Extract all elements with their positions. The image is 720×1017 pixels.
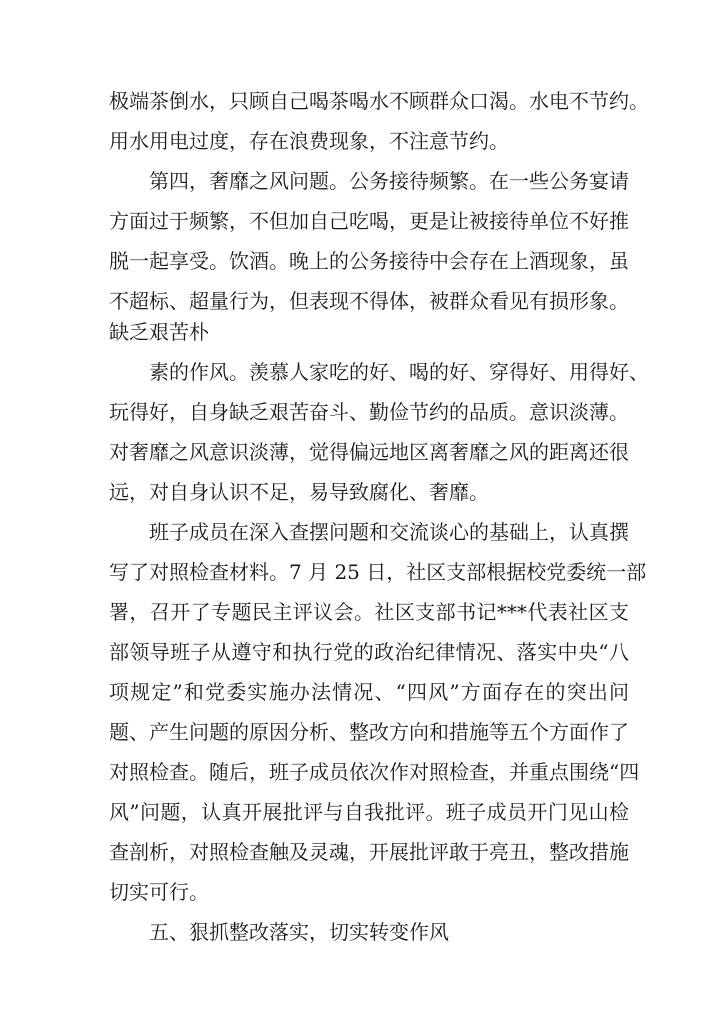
text-line: 查剖析，对照检查触及灵魂，开展批评敢于亮丑，整改措施 — [109, 840, 629, 864]
text-line: 素的作风。羡慕人家吃的好、喝的好、穿得好、用得好、 — [149, 360, 649, 384]
text-line: 题、产生问题的原因分析、整改方向和措施等五个方面作了 — [109, 720, 629, 744]
text-line: 风”问题，认真开展批评与自我批评。班子成员开门见山检 — [109, 800, 629, 824]
text-line: 极端茶倒水，只顾自己喝茶喝水不顾群众口渴。水电不节约。 — [109, 89, 649, 113]
text-line: 署，召开了专题民主评议会。社区支部书记***代表社区支 — [109, 600, 629, 624]
text-line: 对照检查。随后，班子成员依次作对照检查，并重点围绕“四 — [109, 760, 640, 784]
text-line: 脱一起享受。饮酒。晚上的公务接待中会存在上酒现象，虽 — [109, 249, 629, 273]
text-line: 玩得好，自身缺乏艰苦奋斗、勤俭节约的品质。意识淡薄。 — [109, 400, 629, 424]
text-line: 第四，奢靡之风问题。公务接待频繁。在一些公务宴请 — [149, 169, 629, 193]
text-line: 切实可行。 — [109, 880, 209, 904]
text-line: 用水用电过度，存在浪费现象，不注意节约。 — [109, 129, 509, 153]
text-line: 班子成员在深入查摆问题和交流谈心的基础上，认真撰 — [149, 520, 629, 544]
section-heading: 五、狠抓整改落实，切实转变作风 — [149, 920, 449, 944]
text-line: 写了对照检查材料。7 月 25 日，社区支部根据校党委统一部 — [109, 560, 647, 584]
text-line: 缺乏艰苦朴 — [109, 320, 209, 344]
text-line: 部领导班子从遵守和执行党的政治纪律情况、落实中央“八 — [109, 640, 629, 664]
text-line: 对奢靡之风意识淡薄，觉得偏远地区离奢靡之风的距离还很 — [109, 440, 629, 464]
text-line: 远，对自身认识不足，易导致腐化、奢靡。 — [109, 480, 489, 504]
text-line: 不超标、超量行为，但表现不得体，被群众看见有损形象。 — [109, 289, 629, 313]
text-line: 方面过于频繁，不但加自己吃喝，更是让被接待单位不好推 — [109, 209, 629, 233]
text-line: 项规定”和党委实施办法情况、“四风”方面存在的突出问 — [109, 680, 629, 704]
